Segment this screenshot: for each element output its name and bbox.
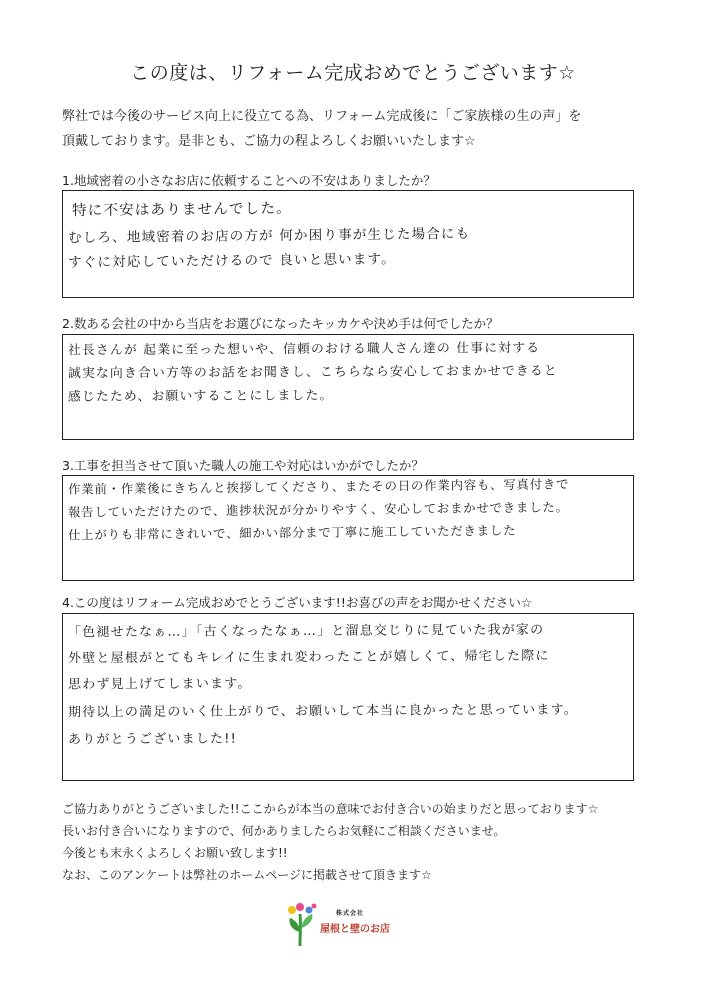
question-4-label: 4.この度はリフォーム完成おめでとうございます!!お喜びの声をお聞かせください☆ [62,595,533,610]
closing-line: ご協力ありがとうございました!!ここからが本当の意味でお付き合いの始まりだと思っております☆ [62,802,599,816]
logo-company-type: 株式会社 [336,910,365,917]
answer-3-line: 作業前・作業後にきちんと挨拶してくださり、またその日の作業内容も、写真付きで [67,476,570,497]
intro-text [62,104,662,154]
answer-4-line: 外壁と屋根がとてもキレイに生まれ変わったことが嬉しくて、帰宅した際に [67,648,550,667]
answer-4-line: 「色褪せたなぁ…」「古くなったなぁ…」と溜息交じりに見ていた我が家の [67,622,545,641]
closing-line: 長いお付き合いになりますので、何かありましたらお気軽にご相談くださいませ。 [62,824,506,838]
answer-3-line: 仕上がりも非常にきれいで、細かい部分まで丁寧に施工していただきました [67,522,517,543]
closing-line: なお、このアンケートは弊社のホームページに掲載させて頂きます☆ [62,868,432,882]
flower-logo-icon [284,902,318,946]
question-2-label: 2.数ある会社の中から当店をお選びになったキッカケや決め手は何でしたか？ [62,316,499,331]
answer-2-line: 社長さんが 起業に至った想いや、信頼のおける職人さん達の 仕事に対する [67,340,541,359]
intro-line: 弊社では今後のサービス向上に役立てる為、リフォーム完成後に「ご家族様の生の声」を [62,109,582,124]
answer-1-line: むしろ、地域密着のお店の方が 何か困り事が生じた場合にも [67,225,471,247]
answer-2-line: 感じたため、お願いすることにしました。 [67,388,334,405]
answer-2-line: 誠実な向き合い方等のお話をお聞きし、こちらなら安心しておまかせできると [67,363,558,382]
question-1-label: 1.地域密着の小さなお店に依頼することへの不安はありましたか？ [62,173,436,188]
answer-1-line: 特に不安はありませんでした。 [71,200,292,220]
answer-4-line: 期待以上の満足のいく仕上がりで、お願いして本当に良かったと思っています。 [67,702,578,721]
closing-text [62,798,672,886]
question-3-label: 3.工事を担当させて頂いた職人の施工や対応はいかがでしたか？ [62,458,424,473]
company-logo [284,900,424,950]
answer-3-line: 報告していただけたので、進捗状況が分かりやすく、安心しておまかせできました。 [67,499,569,520]
closing-line: 今後とも末永くよろしくお願い致します!! [62,846,288,860]
answer-1-line: すぐに対応していただけるので 良いと思います。 [67,251,396,271]
intro-line: 頂戴しております。是非とも、ご協力の程よろしくお願いいたします☆ [62,134,476,149]
logo-company-name: 屋根と壁のお店 [320,924,390,935]
page-title: この度は、リフォーム完成おめでとうございます☆ [130,62,576,84]
answer-4-line: 思わず見上げてしまいます。 [67,676,252,693]
answer-4-line: ありがとうございました!! [67,731,238,748]
